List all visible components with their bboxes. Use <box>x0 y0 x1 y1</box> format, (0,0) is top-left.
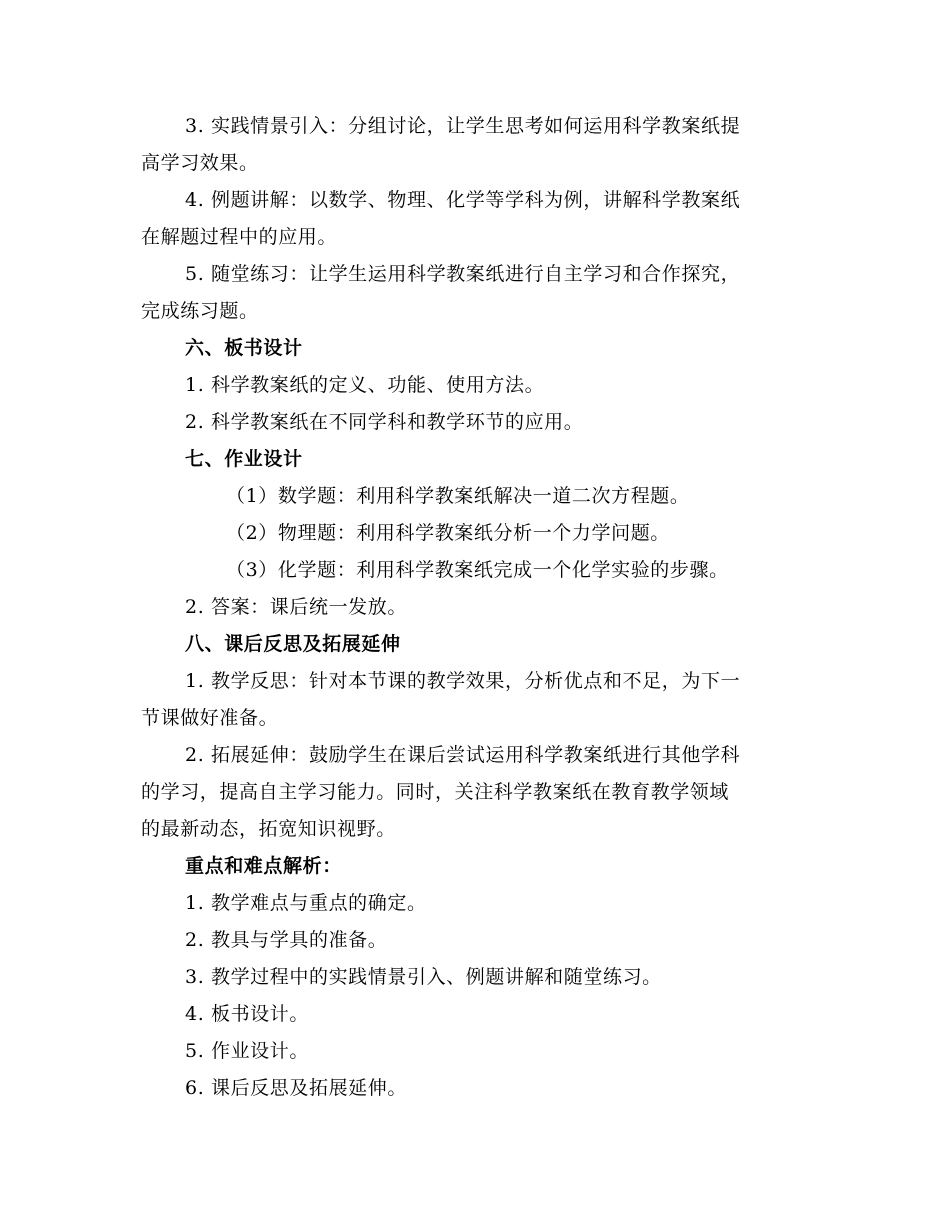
text-line: 在解题过程中的应用。 <box>141 226 338 248</box>
text-line: 1. 科学教案纸的定义、功能、使用方法。 <box>185 374 545 396</box>
text-line: 2. 拓展延伸：鼓励学生在课后尝试运用科学教案纸进行其他学科 <box>185 744 741 766</box>
document-body <box>141 108 805 1107</box>
text-line: 1. 教学反思：针对本节课的教学效果，分析优点和不足，为下一 <box>185 670 741 692</box>
section-heading: 六、板书设计 <box>185 337 303 359</box>
text-line: 完成练习题。 <box>141 300 259 322</box>
text-line: 的最新动态，拓宽知识视野。 <box>141 818 396 840</box>
text-line: 4. 例题讲解：以数学、物理、化学等学科为例，讲解科学教案纸 <box>185 189 741 211</box>
text-line: 3. 教学过程中的实践情景引入、例题讲解和随堂练习。 <box>185 966 662 988</box>
text-line: （3）化学题：利用科学教案纸完成一个化学实验的步骤。 <box>226 559 729 581</box>
text-line: 节课做好准备。 <box>141 707 279 729</box>
text-line: 4. 板书设计。 <box>185 1003 309 1025</box>
text-line: 6. 课后反思及拓展延伸。 <box>185 1077 407 1099</box>
text-line: 2. 教具与学具的准备。 <box>185 929 388 951</box>
text-line: 3. 实践情景引入：分组讨论，让学生思考如何运用科学教案纸提 <box>185 115 741 137</box>
section-heading: 七、作业设计 <box>185 448 303 470</box>
section-heading: 重点和难点解析： <box>185 855 342 877</box>
text-line: （2）物理题：利用科学教案纸分析一个力学问题。 <box>226 522 670 544</box>
text-line: 5. 随堂练习：让学生运用科学教案纸进行自主学习和合作探究， <box>185 263 741 285</box>
text-line: 1. 教学难点与重点的确定。 <box>185 892 427 914</box>
text-line: （1）数学题：利用科学教案纸解决一道二次方程题。 <box>226 485 690 507</box>
text-line: 2. 答案：课后统一发放。 <box>185 596 407 618</box>
text-line: 5. 作业设计。 <box>185 1040 309 1062</box>
text-line: 高学习效果。 <box>141 152 259 174</box>
text-line: 2. 科学教案纸在不同学科和教学环节的应用。 <box>185 411 584 433</box>
text-line: 的学习，提高自主学习能力。同时，关注科学教案纸在教育教学领域 <box>141 781 730 803</box>
section-heading: 八、课后反思及拓展延伸 <box>185 633 401 655</box>
